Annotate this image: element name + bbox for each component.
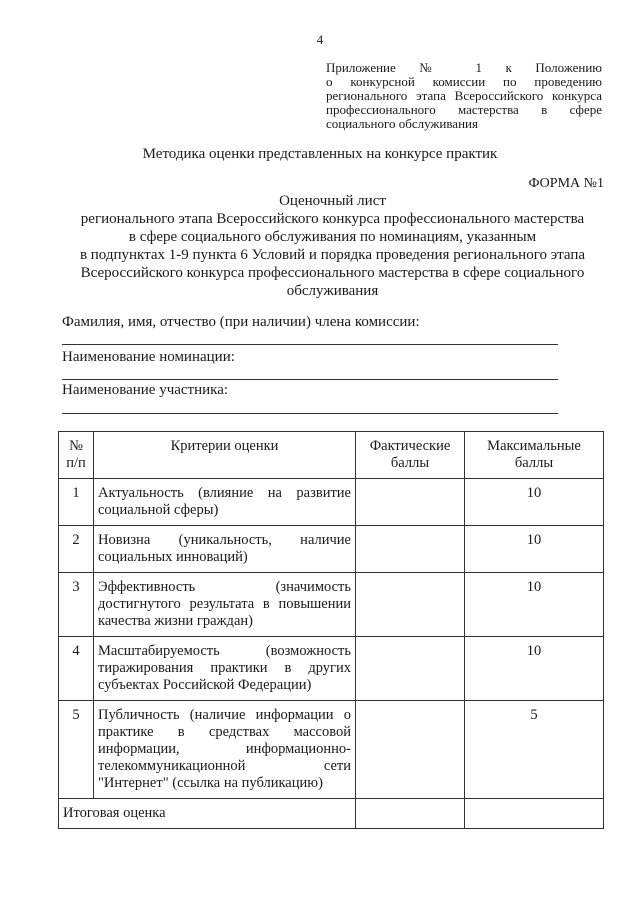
row-num: 3 [59, 573, 94, 637]
row-fact-score[interactable] [356, 701, 465, 799]
table-header-row [59, 432, 604, 479]
criteria-line: субъектах Российской Федерации) [98, 677, 312, 693]
sheet-title [60, 192, 605, 300]
nomination-label: Наименование номинации: [62, 349, 235, 365]
total-label: Итоговая оценка [59, 799, 356, 829]
row-fact-score[interactable] [356, 479, 465, 526]
row-max-score: 10 [465, 573, 604, 637]
appendix-line: социального обслуживания [326, 116, 478, 131]
criteria-line: Новизна (уникальность, наличие [98, 532, 351, 548]
table-total-row [59, 799, 604, 829]
criteria-line: Публичность (наличие информации о [98, 707, 351, 723]
appendix-line: регионального этапа Всероссийского конкурса [326, 88, 602, 103]
sheet-title-line: в сфере социального обслуживания по номинациям, указанным [128, 229, 537, 245]
row-num: 4 [59, 637, 94, 701]
total-max-score [465, 799, 604, 829]
row-max-score: 5 [465, 701, 604, 799]
criteria-line: Масштабируемость (возможность [98, 643, 351, 659]
table-row [59, 526, 604, 573]
row-num: 2 [59, 526, 94, 573]
criteria-line: Эффективность (значимость [98, 579, 351, 595]
member-name-line[interactable] [62, 344, 558, 345]
criteria-line: практике в средствах массовой [98, 724, 351, 740]
header-max-line: Максимальные [487, 438, 581, 454]
appendix-line: профессионального мастерства в сфере [326, 102, 602, 117]
row-max-score: 10 [465, 526, 604, 573]
header-fact-line: баллы [390, 455, 430, 471]
sheet-title-line: обслуживания [286, 283, 379, 299]
header-num-line: п/п [66, 455, 86, 471]
row-criteria [94, 573, 356, 637]
row-criteria [94, 526, 356, 573]
row-max-score: 10 [465, 479, 604, 526]
page-number: 4 [316, 32, 324, 47]
appendix-line: Приложение № 1 к Положению [326, 60, 602, 75]
nomination-line[interactable] [62, 379, 558, 380]
row-fact-score[interactable] [356, 637, 465, 701]
header-fact-line: Фактические [369, 438, 451, 454]
row-fact-score[interactable] [356, 573, 465, 637]
header-max [465, 432, 604, 479]
criteria-line: "Интернет" (ссылка на публикацию) [98, 775, 323, 791]
criteria-line: информации, информационно- [98, 741, 351, 757]
criteria-line: тиражирования практики в других [98, 660, 351, 676]
row-fact-score[interactable] [356, 526, 465, 573]
table-row [59, 637, 604, 701]
row-num: 5 [59, 701, 94, 799]
row-criteria [94, 637, 356, 701]
sheet-title-line: Всероссийского конкурса профессионального мастерства в сфере социального [80, 265, 585, 281]
header-fact [356, 432, 465, 479]
table-row [59, 701, 604, 799]
table-row [59, 573, 604, 637]
header-num-line: № [69, 438, 83, 454]
total-fact-score[interactable] [356, 799, 465, 829]
sheet-title-line: Оценочный лист [279, 193, 386, 209]
row-max-score: 10 [465, 637, 604, 701]
criteria-line: Актуальность (влияние на развитие [98, 485, 351, 501]
row-criteria [94, 701, 356, 799]
appendix-line: о конкурсной комиссии по проведению [326, 74, 602, 89]
form-label: ФОРМА №1 [528, 176, 604, 191]
appendix-reference [326, 61, 602, 131]
method-title: Методика оценки представленных на конкурсе практик [142, 146, 498, 162]
row-criteria [94, 479, 356, 526]
criteria-line: качества жизни граждан) [98, 613, 253, 629]
criteria-line: достигнутого результата в повышении [98, 596, 351, 612]
criteria-line: телекоммуникационной сети [98, 758, 351, 774]
sheet-title-line: регионального этапа Всероссийского конкурса профессионального мастерства [80, 211, 585, 227]
evaluation-table [58, 431, 604, 829]
header-criteria: Критерии оценки [94, 432, 356, 479]
row-num: 1 [59, 479, 94, 526]
header-num [59, 432, 94, 479]
participant-line[interactable] [62, 413, 558, 414]
criteria-line: социальной сферы) [98, 502, 219, 518]
sheet-title-line: в подпунктах 1-9 пункта 6 Условий и порядка проведения регионального этапа [79, 247, 586, 263]
header-max-line: баллы [514, 455, 554, 471]
participant-label: Наименование участника: [62, 382, 229, 398]
member-name-label: Фамилия, имя, отчество (при наличии) члена комиссии: [62, 314, 420, 330]
criteria-line: социальных инноваций) [98, 549, 248, 565]
table-row [59, 479, 604, 526]
